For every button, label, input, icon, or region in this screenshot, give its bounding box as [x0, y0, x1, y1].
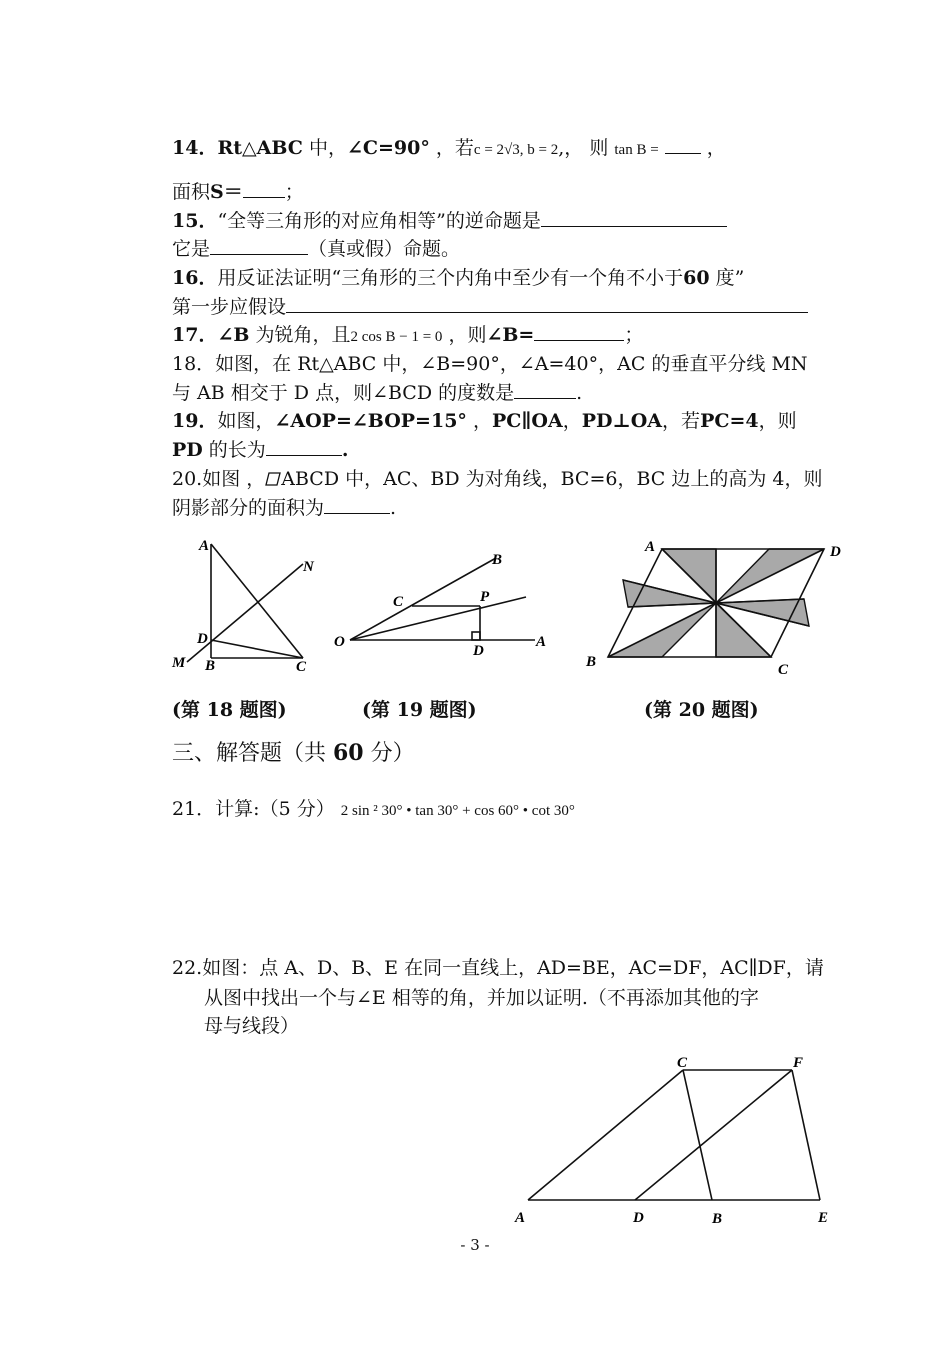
- question-19-line-1: [172, 408, 797, 434]
- caption-18: (第 18 题图): [172, 699, 287, 721]
- question-22-line-2: [204, 985, 759, 1011]
- q19-c4: PC=4: [700, 410, 759, 432]
- q14-semicolon: ；: [284, 181, 304, 203]
- q19-c3: PD⊥OA: [581, 410, 663, 432]
- question-21: [172, 796, 575, 824]
- fig22-label-b: B: [712, 1211, 723, 1227]
- question-15-line-2: [172, 236, 460, 262]
- q20-end: .: [390, 497, 397, 519]
- q16-line2: 第一步应假设: [172, 296, 287, 318]
- q20-blank: [324, 495, 390, 514]
- question-14-line-2: [172, 179, 304, 205]
- q19-pd: PD: [172, 439, 203, 461]
- question-18-line-2: [172, 380, 582, 406]
- question-15-line-1: [172, 208, 727, 234]
- q15-number: 15．: [172, 210, 218, 232]
- figure-22: [505, 1045, 850, 1230]
- fig18-label-c: C: [296, 659, 307, 675]
- q19-sep: ，: [466, 410, 492, 432]
- q22-line3: 母与线段）: [204, 1015, 300, 1037]
- fig18-label-m: M: [172, 655, 186, 671]
- section-3-heading: [172, 736, 415, 767]
- q19-condition: ∠AOP=∠BOP=15°: [274, 410, 467, 432]
- fig22-label-d: D: [633, 1210, 644, 1226]
- q18-blank: [514, 380, 576, 399]
- fig18-label-b: B: [205, 658, 216, 674]
- q17-angle2: ∠B=: [486, 324, 535, 346]
- q19-blank: [266, 437, 342, 456]
- fig20-label-a: A: [645, 539, 656, 555]
- page-number: - 3 -: [460, 1236, 490, 1254]
- q19-number: 19．: [172, 410, 218, 432]
- q17-ze: ，则: [442, 324, 487, 346]
- caption-19: (第 19 题图): [362, 699, 477, 721]
- question-14-line-1: [172, 135, 726, 163]
- question-16-line-2: [172, 294, 808, 320]
- q14-formula: c = 2√3, b = 2: [473, 142, 559, 158]
- q16-blank: [286, 294, 808, 313]
- caption-20: (第 20 题图): [644, 699, 759, 721]
- q19-end: .: [341, 439, 349, 461]
- q20-b: ABCD 中，AC、BD 为对角线，BC=6，BC 边上的高为 4，则: [281, 468, 823, 490]
- fig19-label-p: P: [480, 589, 490, 605]
- q21-label: 21．计算:（5 分）: [172, 798, 335, 820]
- fig19-label-c: C: [393, 594, 404, 610]
- q20-a: 20.如图 ，: [172, 468, 266, 490]
- parallelogram-icon: [265, 471, 281, 487]
- q21-formula: 2 sin ² 30° • tan 30° + cos 60° • cot 30°: [340, 803, 575, 819]
- q14-area-label: 面积: [172, 181, 211, 203]
- section-3-end: 分）: [363, 741, 415, 766]
- q17-angle: ∠B: [217, 324, 250, 346]
- fig20-label-d: D: [830, 544, 841, 560]
- q19-comma: ，: [562, 410, 582, 432]
- q15-line2b: （真或假）命题。: [308, 238, 461, 260]
- q22-line1: 22.如图：点 A、D、B、E 在同一直线上，AD=BE，AC=DF，AC∥DF，请: [172, 957, 824, 979]
- fig18-label-d: D: [197, 631, 208, 647]
- q14-ruo: ，若: [429, 137, 474, 159]
- q16-number: 16．: [172, 267, 218, 289]
- q14-area-blank: [243, 179, 285, 198]
- q14-area-s: S＝: [210, 181, 243, 203]
- q15-blank-2: [210, 236, 308, 255]
- section-3-score: 60: [333, 740, 364, 766]
- q22-line2: 从图中找出一个与∠E 相等的角，并加以证明.（不再添加其他的字: [204, 987, 759, 1009]
- fig19-label-d: D: [473, 643, 484, 659]
- q14-ze: ,， 则: [558, 137, 609, 159]
- fig19-label-a: A: [536, 634, 547, 650]
- question-22-line-3: [204, 1013, 299, 1039]
- q18-line1: 18．如图，在 Rt△ABC 中，∠B=90°，∠A=40°，AC 的垂直平分线 MN: [172, 353, 808, 375]
- q16-sixty: 60: [683, 267, 710, 289]
- q14-text: 中，: [302, 137, 347, 159]
- fig18-label-n: N: [303, 559, 314, 575]
- q18-line2: 与 AB 相交于 D 点，则∠BCD 的度数是: [172, 382, 515, 404]
- question-22-line-1: [172, 955, 824, 981]
- question-17-line: [172, 322, 643, 350]
- q14-tan: tan B =: [614, 142, 659, 158]
- q16-text: 用反证法证明“三角形的三个内角中至少有一个角不小于: [217, 267, 684, 289]
- q19-ze: ，则: [758, 410, 797, 432]
- question-19-line-2: [172, 437, 348, 463]
- q16-du: 度”: [709, 267, 745, 289]
- question-20-line-1: [172, 466, 823, 492]
- q17-text: 为锐角，且: [249, 324, 351, 346]
- q19-c2: PC∥OA: [491, 410, 563, 432]
- fig20-label-c: C: [778, 662, 789, 678]
- fig22-label-e: E: [818, 1210, 829, 1226]
- question-18-line-1: [172, 351, 808, 377]
- q15-blank-1: [541, 208, 727, 227]
- q17-semicolon: ；: [624, 324, 644, 346]
- section-3-title: 三、解答题（共: [172, 741, 333, 766]
- q14-condition: ∠C=90°: [346, 137, 430, 159]
- q19-ruo: ，若: [662, 410, 701, 432]
- q17-number: 17．: [172, 324, 218, 346]
- fig19-label-o: O: [334, 634, 345, 650]
- question-16-line-1: [172, 265, 744, 291]
- fig22-label-c: C: [677, 1055, 688, 1071]
- q17-formula: 2 cos B − 1 = 0: [350, 329, 443, 345]
- q19-text: 如图，: [217, 410, 275, 432]
- question-20-line-2: [172, 495, 396, 521]
- q17-blank: [534, 322, 624, 341]
- fig22-label-f: F: [793, 1055, 804, 1071]
- q14-tan-blank: [665, 135, 701, 154]
- q15-text: “全等三角形的对应角相等”的逆命题是: [217, 210, 541, 232]
- fig19-label-b: B: [492, 552, 503, 568]
- fig22-label-a: A: [515, 1210, 526, 1226]
- q14-triangle: Rt△ABC: [217, 137, 303, 159]
- q14-comma: ，: [700, 137, 726, 159]
- fig20-label-b: B: [586, 654, 597, 670]
- q15-line2a: 它是: [172, 238, 211, 260]
- fig18-label-a: A: [199, 538, 210, 554]
- figure-19: [330, 545, 560, 665]
- q18-end: .: [576, 382, 583, 404]
- figure-18: [165, 530, 325, 680]
- q14-number: 14．: [172, 137, 218, 159]
- q20-line2: 阴影部分的面积为: [172, 497, 325, 519]
- q19-line2b: 的长为: [202, 439, 266, 461]
- figure-20: [580, 530, 860, 680]
